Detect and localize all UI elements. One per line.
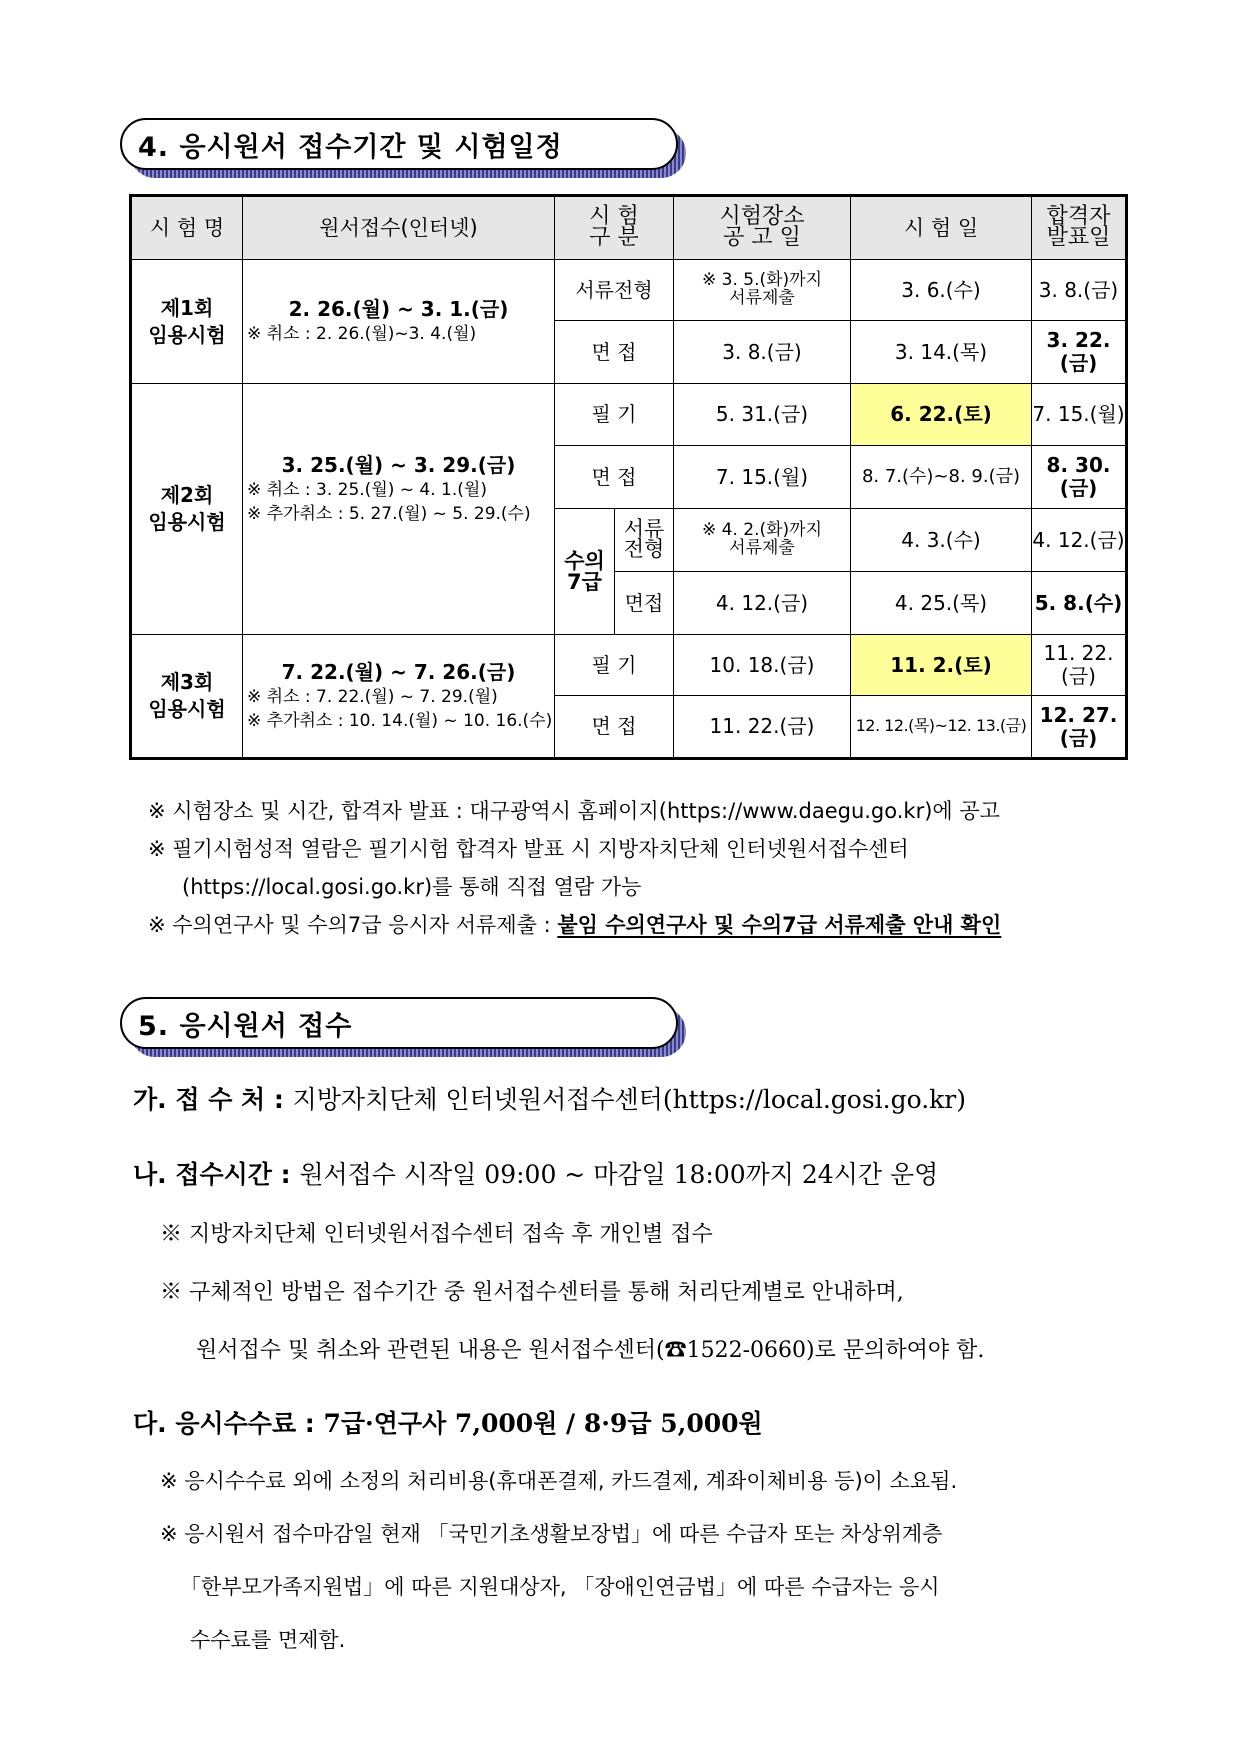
exam-round-2: 제2회 임용시험 [131, 384, 243, 635]
cancel-period: ※ 취소 : 7. 22.(월) ~ 7. 29.(월) [247, 686, 498, 707]
result-cell: 3. 8.(금) [1032, 260, 1127, 321]
date-cell: 11. 2.(토) [851, 635, 1032, 696]
section-5-heading [120, 997, 680, 1049]
notice-cell: 7. 15.(월) [674, 446, 851, 509]
receipt-time-text: 원서접수 시작일 09:00 ~ 마감일 18:00까지 24시간 운영 [299, 1160, 939, 1189]
schedule-table [129, 194, 1128, 760]
section-5-title: 5. 응시원서 접수 [138, 1011, 353, 1042]
date-cell: 8. 7.(수)~8. 9.(금) [851, 446, 1032, 509]
apply-round-1 [243, 260, 555, 384]
type-cell: 필 기 [555, 635, 674, 696]
exam-fee-text: 7급·연구사 7,000원 / 8·9급 5,000원 [323, 1409, 763, 1438]
notice-cell: 11. 22.(금) [674, 696, 851, 759]
table-header-row [131, 196, 1127, 260]
header-notice: 시험장소 공 고 일 [674, 196, 851, 260]
date-cell: 4. 25.(목) [851, 572, 1032, 635]
notice-cell: 4. 12.(금) [674, 572, 851, 635]
exam-fee-note-3: 「한부모가족지원법」에 따른 지원대상자, 「장애인연금법」에 따른 수급자는 응시 [180, 1575, 940, 1599]
receipt-place-text: 지방자치단체 인터넷원서접수센터(https://local.gosi.go.kr) [292, 1085, 967, 1114]
exam-fee-note-1: ※ 응시수수료 외에 소정의 처리비용(휴대폰결제, 카드결제, 계좌이체비용 등)이 소요됨. [160, 1469, 958, 1493]
exam-fee-note-4: 수수료를 면제함. [190, 1628, 346, 1652]
table-row [131, 635, 1127, 696]
type-cell: 서류전형 [555, 260, 674, 321]
exam-fee [133, 1404, 763, 1440]
type-cell: 면접 [615, 572, 674, 635]
apply-round-3 [243, 635, 555, 759]
notice-cell: 5. 31.(금) [674, 384, 851, 446]
note-score-view-url: (https://local.gosi.go.kr)를 통해 직접 열람 가능 [182, 875, 642, 899]
table-row [131, 384, 1127, 446]
notice-cell: 10. 18.(금) [674, 635, 851, 696]
header-date: 시 험 일 [851, 196, 1032, 260]
result-cell: 3. 22.(금) [1032, 321, 1127, 384]
section-4-title: 4. 응시원서 접수기간 및 시험일정 [138, 132, 563, 163]
notice-cell: ※ 3. 5.(화)까지 서류제출 [674, 260, 851, 321]
section-4-heading [120, 118, 680, 170]
apply-period: 3. 25.(월) ~ 3. 29.(금) [281, 452, 516, 477]
header-result: 합격자 발표일 [1032, 196, 1127, 260]
notice-cell: 3. 8.(금) [674, 321, 851, 384]
cancel-period: ※ 취소 : 3. 25.(월) ~ 4. 1.(월) [247, 479, 487, 500]
date-cell: 3. 6.(수) [851, 260, 1032, 321]
apply-period: 7. 22.(월) ~ 7. 26.(금) [281, 659, 516, 684]
extra-cancel-period: ※ 추가취소 : 10. 14.(월) ~ 10. 16.(수) [247, 710, 553, 731]
receipt-time [133, 1155, 938, 1191]
receipt-time-label: 나. 접수시간 : [133, 1160, 300, 1189]
apply-period: 2. 26.(월) ~ 3. 1.(금) [288, 297, 509, 322]
receipt-time-note-1: ※ 지방자치단체 인터넷원서접수센터 접속 후 개인별 접수 [160, 1222, 713, 1247]
exam-round-1: 제1회 임용시험 [131, 260, 243, 384]
type-cell: 면 접 [555, 321, 674, 384]
receipt-place [133, 1080, 966, 1116]
type-cell: 면 접 [555, 446, 674, 509]
note-document-link: 붙임 수의연구사 및 수의7급 서류제출 안내 확인 [557, 913, 1002, 937]
date-cell: 12. 12.(목)~12. 13.(금) [851, 696, 1032, 759]
note-document-label: ※ 수의연구사 및 수의7급 응시자 서류제출 : [148, 913, 558, 937]
extra-cancel-period: ※ 추가취소 : 5. 27.(월) ~ 5. 29.(수) [247, 503, 531, 524]
receipt-place-label: 가. 접 수 처 : [133, 1085, 293, 1114]
receipt-time-note-2: ※ 구체적인 방법은 접수기간 중 원서접수센터를 통해 처리단계별로 안내하며, [160, 1280, 904, 1305]
result-cell: 8. 30.(금) [1032, 446, 1127, 509]
type-cell: 면 접 [555, 696, 674, 759]
note-score-view: ※ 필기시험성적 열람은 필기시험 합격자 발표 시 지방자치단체 인터넷원서접수센터 [148, 837, 909, 861]
result-cell: 11. 22.(금) [1032, 635, 1127, 696]
result-cell: 12. 27.(금) [1032, 696, 1127, 759]
result-cell: 5. 8.(수) [1032, 572, 1127, 635]
header-exam: 시 험 명 [131, 196, 243, 260]
header-apply: 원서접수(인터넷) [243, 196, 555, 260]
notice-cell: ※ 4. 2.(화)까지 서류제출 [674, 509, 851, 572]
note-document-submit [148, 906, 1001, 944]
exam-round-3: 제3회 임용시험 [131, 635, 243, 759]
apply-round-2 [243, 384, 555, 635]
result-cell: 4. 12.(금) [1032, 509, 1127, 572]
note-exam-place: ※ 시험장소 및 시간, 합격자 발표 : 대구광역시 홈페이지(https://www.daegu.go.kr)에 공고 [148, 799, 1000, 823]
date-cell: 3. 14.(목) [851, 321, 1032, 384]
cancel-period: ※ 취소 : 2. 26.(월)~3. 4.(월) [247, 324, 477, 345]
receipt-time-note-3: 원서접수 및 취소와 관련된 내용은 원서접수센터(☎1522-0660)로 문의하여야 함. [196, 1338, 985, 1363]
type-cell: 필 기 [555, 384, 674, 446]
result-cell: 7. 15.(월) [1032, 384, 1127, 446]
table-notes [148, 792, 1001, 944]
header-type: 시 험 구 분 [555, 196, 674, 260]
exam-fee-label: 다. 응시수수료 : [133, 1409, 324, 1438]
date-cell: 4. 3.(수) [851, 509, 1032, 572]
type-cell: 서류 전형 [615, 509, 674, 572]
date-cell: 6. 22.(토) [851, 384, 1032, 446]
group-cell: 수의 7급 [555, 509, 615, 635]
table-row [131, 260, 1127, 321]
exam-fee-note-2: ※ 응시원서 접수마감일 현재 「국민기초생활보장법」에 따른 수급자 또는 차상위계층 [160, 1522, 943, 1546]
